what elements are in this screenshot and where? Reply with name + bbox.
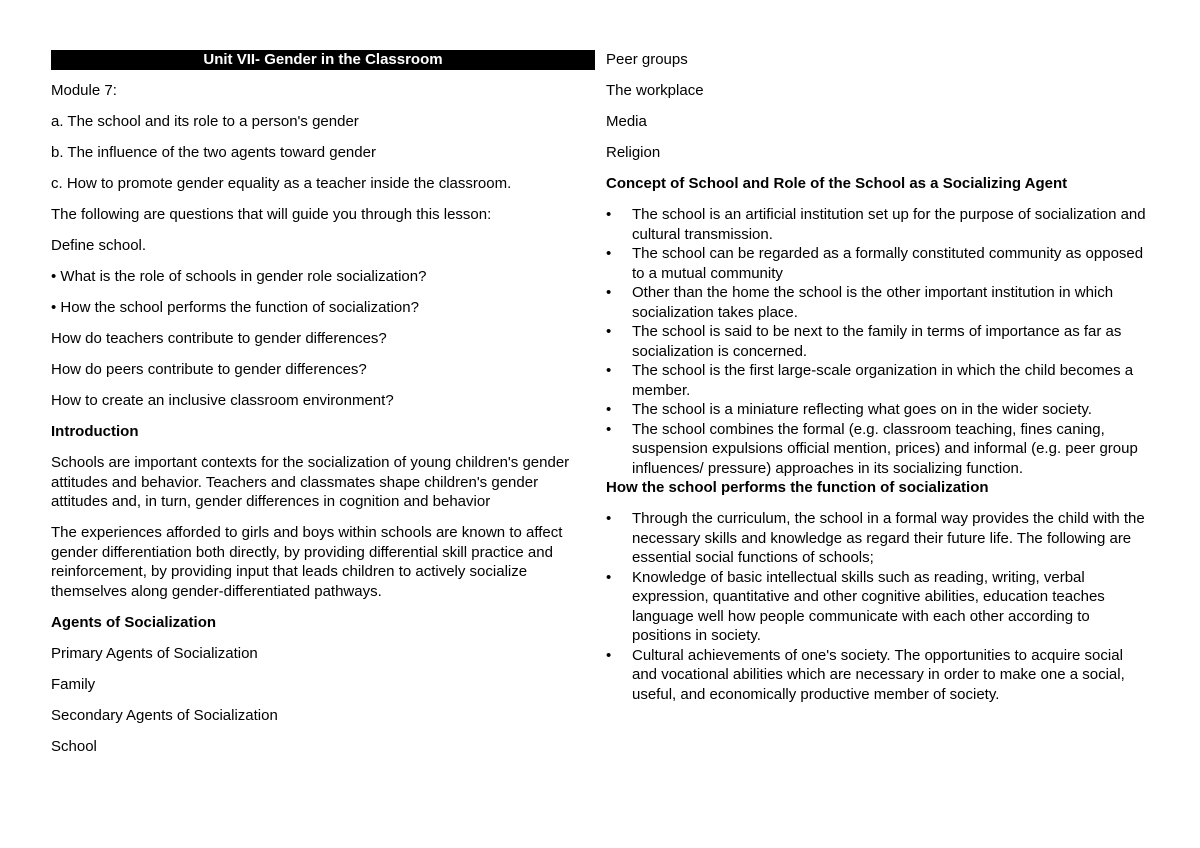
question-peers: How do peers contribute to gender differences?	[51, 361, 367, 378]
concept-bullet: • The school combines the formal (e.g. classroom teaching, fines caning, suspension expulsions official mention, prices) and informal (e.g. peer group influences/ pressure) approaches in its socializing function.	[606, 420, 1151, 479]
function-heading: How the school performs the function of socialization	[606, 479, 989, 496]
concept-bullet: • The school is the first large-scale organization in which the child becomes a member.	[606, 361, 1151, 400]
module-line: Module 7:	[51, 82, 117, 99]
question-function: • How the school performs the function of socialization?	[51, 299, 419, 316]
question-define-school: Define school.	[51, 237, 147, 254]
agents-secondary: Secondary Agents of Socialization	[51, 706, 278, 724]
agent-religion: Religion	[606, 144, 661, 161]
guide-intro: The following are questions that will guide you through this lesson:	[51, 206, 492, 223]
intro-paragraph-1: Schools are important contexts for the socialization of young children's gender attitudes and behavior. Teachers and classmates shape children's gender attitudes and, in turn, gender differences in cognition and behavior	[51, 454, 570, 510]
concept-bullet: • The school is a miniature reflecting what goes on in the wider society.	[606, 400, 1151, 420]
introduction-heading: Introduction	[51, 423, 139, 440]
agents-school: School	[51, 737, 97, 755]
agents-family: Family	[51, 675, 96, 693]
question-role-of-schools: • What is the role of schools in gender role socialization?	[51, 268, 427, 285]
agent-workplace: The workplace	[606, 82, 704, 99]
agent-peer-groups: Peer groups	[606, 51, 688, 68]
left-column	[51, 50, 595, 768]
question-inclusive: How to create an inclusive classroom environment?	[51, 392, 394, 409]
function-bullet: • Knowledge of basic intellectual skills such as reading, writing, verbal expression, quantitative and other cognitive abilities, education teaches language well how people communicate with each other according to positions in society.	[606, 568, 1151, 646]
function-bullet-list	[606, 509, 1151, 704]
function-bullet: • Cultural achievements of one's society. The opportunities to acquire social and vocational abilities which are necessary in order to make one a social, useful, and economically productive member of society.	[606, 646, 1151, 705]
agents-heading: Agents of Socialization	[51, 613, 217, 631]
right-column	[606, 50, 1151, 704]
unit-title: Unit VII- Gender in the Classroom	[51, 50, 595, 70]
question-teachers: How do teachers contribute to gender differences?	[51, 330, 387, 347]
concept-bullet: • The school is an artificial institution set up for the purpose of socialization and cultural transmission.	[606, 205, 1151, 244]
agent-media: Media	[606, 113, 647, 130]
objective-c: c. How to promote gender equality as a teacher inside the classroom.	[51, 175, 512, 192]
agents-primary: Primary Agents of Socialization	[51, 644, 258, 662]
concept-bullet: • Other than the home the school is the other important institution in which socialization takes place.	[606, 283, 1151, 322]
concept-bullet: • The school is said to be next to the family in terms of importance as far as socialization is concerned.	[606, 322, 1151, 361]
objective-a: a. The school and its role to a person's gender	[51, 113, 359, 130]
concept-heading: Concept of School and Role of the School as a Socializing Agent	[606, 175, 1068, 192]
concept-bullet: • The school can be regarded as a formally constituted community as opposed to a mutual community	[606, 244, 1151, 283]
intro-paragraph-2: The experiences afforded to girls and boys within schools are known to affect gender differentiation both directly, by providing differential skill practice and reinforcement, by providing input that leads children to actively socialize themselves along gender-differentiated pathways.	[51, 524, 563, 600]
concept-bullet-list	[606, 205, 1151, 478]
function-bullet: • Through the curriculum, the school in a formal way provides the child with the necessary skills and knowledge as regard their future life. The following are essential social functions of schools;	[606, 509, 1151, 568]
objective-b: b. The influence of the two agents toward gender	[51, 144, 376, 161]
